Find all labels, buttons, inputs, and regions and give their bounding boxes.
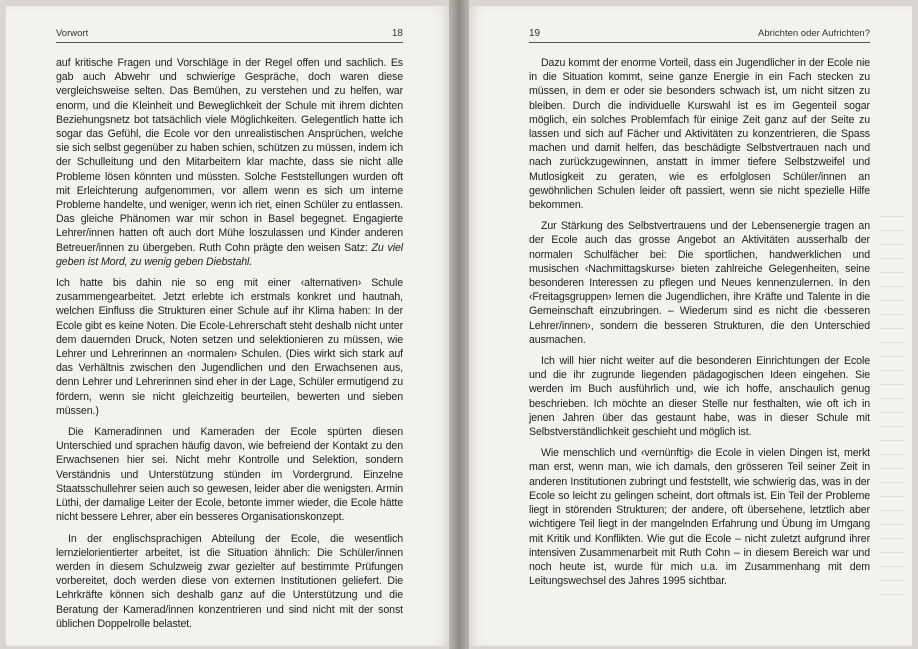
paragraph: In der englischsprachigen Abteilung der Ecole, die wesentlich lernzielorientierter arbeitet, ist die Situation ähnlich: Die Schüler/innen werden in diesem Schulzweig zwar gezielter auf bestimmte Prüfungen vorbereitet, doch werden diese von externen Institutionen geliefert. Die Lehrkräfte können sich deshalb ganz auf die Unterstützung und die Beratung der Kamerad/innen konzentrieren und sind nicht mit der sonst üblichen Doppelrolle belastet.	[56, 532, 403, 630]
paragraph: Wie menschlich und ‹vernünftig› die Ecole in vielen Dingen ist, merkt man erst, wenn man, wie ich damals, den grösseren Teil seiner Zeit in anderen Institutionen zubringt und feststellt, wie schwierig das, was in der Ecole so leicht zu gelingen scheint, dort oftmals ist. Ein Teil der Probleme liegt in störenden Strukturen; der andere, oft übersehene, letztlich aber wichtigere Teil liegt in der mangelnden Erfahrung und Übung im Umgang mit Kritik und Konflikten. Wie gut die Ecole – nicht zuletzt aufgrund ihrer intensiven Zusammenarbeit mit Ruth Cohn – in diesem Bereich war und noch heute ist, wurde für mich u.a. im Zusammenhang mit dem Leitungswechsel des Jahres 1995 sichtbar.	[529, 447, 870, 588]
page-number: 18	[391, 28, 403, 39]
page-number: 19	[529, 28, 541, 39]
running-head: Vorwort	[56, 28, 89, 39]
running-head: Abrichten oder Aufrichten?	[758, 28, 870, 39]
right-page-body	[529, 56, 870, 595]
paragraph: Die Kameradinnen und Kameraden der Ecole spürten diesen Unterschied und sprachen häufig davon, wie befreiend der Kontakt zu den Erwachsenen hier sei. Nicht mehr Kontrolle und Selektion, sondern Verständnis und Unterstützung stünden im Vordergrund. Einzelne Staatsschullehrer seien auch so gewesen, leider aber die wenigsten. Armin Lüthi, der damalige Leiter der Ecole, betonte immer wieder, die Ecole hätte nicht bessere Lehrer, aber ein besseres Organisationskonzept.	[56, 426, 403, 524]
show-through-texture	[880, 216, 904, 596]
right-page-header	[529, 28, 870, 43]
paragraph: Dazu kommt der enorme Vorteil, dass ein Jugendlicher in der Ecole nie in die Situation kommt, seine ganze Energie in ein Fach stecken zu müssen, in dem er oder sie besonders schwach ist, um nicht sitzen zu bleiben. Durch die individuelle Kurswahl ist es im Gegenteil sogar möglich, ein solches Problemfach für einige Zeit ganz auf der Seite zu lassen und sich auf Fächer und Aktivitäten zu konzentrieren, die Spass machen und damit helfen, das beschädigte Selbstvertrauen nach und nach zurückzugewinnen, anstatt in immer tiefere Selbstzweifel und Mutlosigkeit zu geraten, wie es erfolglosen Schüler/innen an gewöhnlichen Schulen leider oft passiert, wenn sie nicht spezielle Hilfe bekommen.	[529, 57, 870, 212]
book-gutter	[449, 0, 469, 649]
left-page-body	[56, 56, 403, 638]
quote: Zu viel geben ist Mord, zu wenig geben Diebstahl.	[56, 241, 403, 268]
paragraph: Ich will hier nicht weiter auf die besonderen Einrichtungen der Ecole und die ihr zugrunde liegenden pädagogischen Ideen eingehen. Sie werden im Buch ausführlich und, wie ich hoffe, anschaulich genug beschrieben. Ich möchte an dieser Stelle nur festhalten, wie oft ich in jenen Jahren über das gestaunt habe, was in dieser Schule mit Selbstverständlichkeit geschieht und möglich ist.	[529, 355, 870, 439]
left-page	[6, 6, 455, 646]
paragraph: Zur Stärkung des Selbstvertrauens und der Lebensenergie tragen an der Ecole auch das grosse Angebot an Aktivitäten ausserhalb der normalen Schulfächer bei: Die sportlichen, handwerklichen und musischen ‹Nachmittagskurse› bieten zahlreiche Gelegenheiten, seine besonderen Interessen zu pflegen und Neues kennenzulernen. In den ‹Freitagsgruppen› lernen die Jugendlichen, ihre Kräfte und Talente in die Gemeinschaft einzubringen. – Wiederum sind es nicht die ‹besseren Lehrer/innen›, sondern die besseren Strukturen, die den Unterschied ausmachen.	[529, 220, 870, 346]
right-page	[463, 6, 912, 646]
paragraph-text: auf kritische Fragen und Vorschläge in der Regel offen und sachlich. Es gab auch Abwehr und schwierige Gespräche, doch waren diese vergleichsweise selten. Das Bemühen, zu verstehen und zu helfen, war enorm, und die Kleinheit und Beweglichkeit der Schule mit ihrem dichten Beziehungsnetz bot tatsächlich viele Möglichkeiten. Gelegentlich hatte ich sogar das Gefühl, die Ecole vor den unrealistischen Ansprüchen, welche sie sich selbst gegenüber zu haben schien, schützen zu müssen, indem ich der Schulleitung und den Mitarbeitern klar machte, dass sie nicht alle Probleme lösen könnten und müssten. Solche Feststellungen wurden oft mit Erleichterung aufgenommen, vor allem wenn es sich um interne Probleme handelte, und weniger, wenn ich riet, einen Schüler zu entlassen. Das gleiche Phänomen war mir schon in Basel begegnet. Engagierte Lehrer/innen hatten oft auch dort Mühe loszulassen und Kinder anderen Betreuer/innen zu übergeben. Ruth Cohn prägte den weisen Satz:	[56, 57, 403, 254]
paragraph	[56, 56, 403, 269]
left-page-header	[56, 28, 403, 43]
paragraph: Ich hatte bis dahin nie so eng mit einer ‹alternativen› Schule zusammengearbeitet. Jetzt erlebte ich erstmals konkret und hautnah, welchen Einfluss die Strukturen einer Schule auf ihr Klima haben: In der Ecole gibt es keine Noten. Die Ecole-Lehrerschaft steht deshalb nicht unter dem dauernden Druck, Noten setzen und selektionieren zu müssen, wie Lehrer und Lehrerinnen an ‹normalen› Schulen. (Dies wirkt sich stark auf das Verhältnis zwischen den Jugendlichen und den Erwachsenen aus, denn Lehrer und Lehrerinnen sind eher in der Lage, Schüler ermutigend zu fördern, wenn sie nicht gleichzeitig beurteilen, bewerten und sieben müssen.)	[56, 277, 403, 417]
